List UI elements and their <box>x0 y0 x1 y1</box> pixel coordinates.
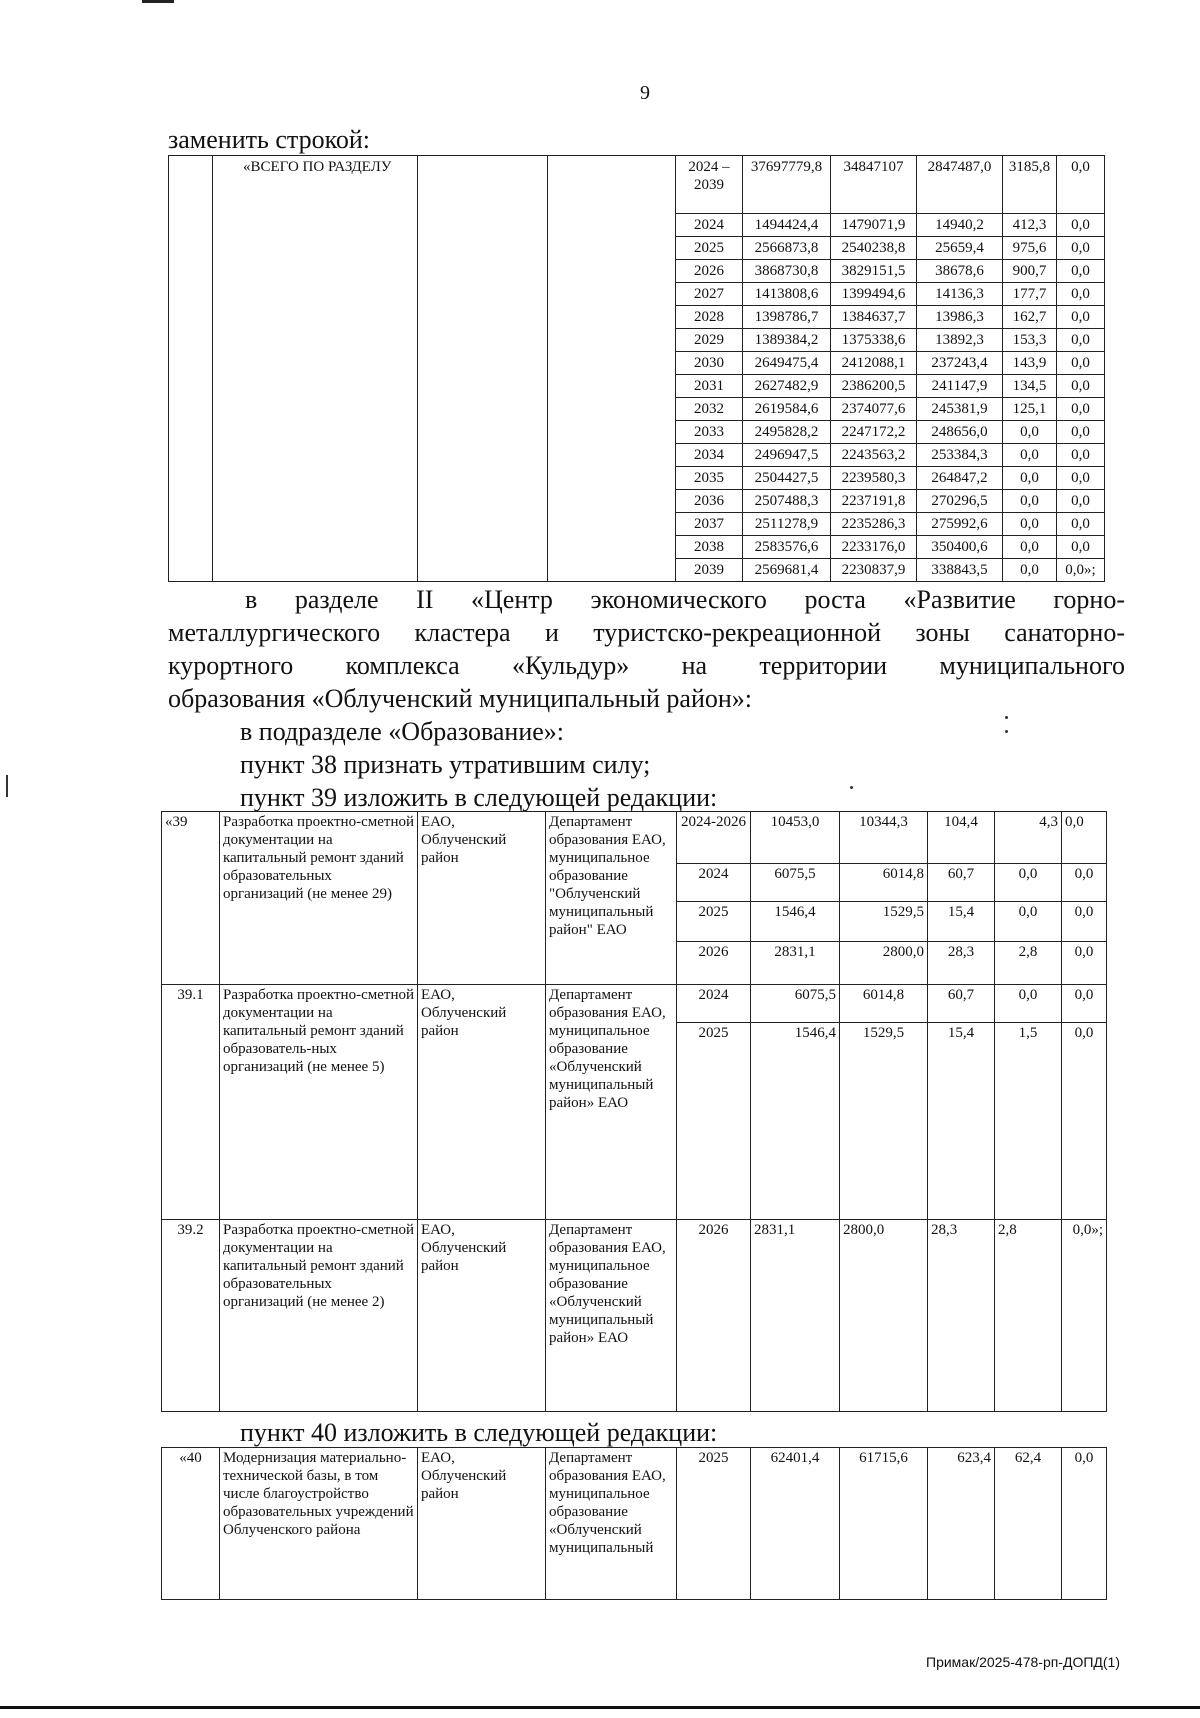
item39-value: 6075,5 <box>751 864 840 902</box>
total-value: 2374077,6 <box>831 398 917 421</box>
item39-value: 2800,0 <box>840 942 928 985</box>
item39-value: 0,0 <box>1062 902 1107 942</box>
item39-1-place: ЕАО, Облученский район <box>418 985 546 1220</box>
total-value: 270296,5 <box>917 490 1003 513</box>
item39-2-value: 28,3 <box>928 1220 995 1412</box>
total-value: 2239580,3 <box>831 467 917 490</box>
total-value: 264847,2 <box>917 467 1003 490</box>
total-value: 143,9 <box>1003 352 1057 375</box>
item40-intro-text: пункт 40 изложить в следующей редакции: <box>240 1418 718 1447</box>
total-value: 241147,9 <box>917 375 1003 398</box>
total-value: 13986,3 <box>917 306 1003 329</box>
total-place-cell <box>418 156 548 582</box>
item39-value: 0,0 <box>1062 812 1107 864</box>
total-value: 0,0 <box>1003 536 1057 559</box>
total-value: 0,0 <box>1057 421 1105 444</box>
item39-num: «39 <box>162 812 220 985</box>
total-value: 2627482,9 <box>743 375 831 398</box>
total-value: 248656,0 <box>917 421 1003 444</box>
total-value: 0,0 <box>1057 329 1105 352</box>
paragraph-line-2: металлургического кластера и туристско-рекреационной зоны санаторно- <box>168 618 1125 647</box>
total-num-cell <box>169 156 213 582</box>
item39-value: 2,8 <box>995 942 1062 985</box>
total-value: 0,0 <box>1003 421 1057 444</box>
item39-value: 4,3 <box>995 812 1062 864</box>
total-value: 3868730,8 <box>743 260 831 283</box>
total-value: 2237191,8 <box>831 490 917 513</box>
item39-1-name: Разработка проектно-сметной документации на капитальный ремонт зданий образователь-ных организаций (не менее 5) <box>220 985 418 1220</box>
total-value: 0,0 <box>1057 536 1105 559</box>
total-value: 13892,3 <box>917 329 1003 352</box>
item40-value: 62,4 <box>995 1448 1062 1600</box>
total-value: 0,0 <box>1057 467 1105 490</box>
total-period-value: 3185,8 <box>1003 156 1057 214</box>
item39-2-name: Разработка проектно-сметной документации на капитальный ремонт зданий образовательных организаций (не менее 2) <box>220 1220 418 1412</box>
item39-value: 10453,0 <box>751 812 840 864</box>
item39-value: 104,4 <box>928 812 995 864</box>
total-year: 2039 <box>676 559 743 582</box>
total-year: 2038 <box>676 536 743 559</box>
total-value: 1384637,7 <box>831 306 917 329</box>
total-period-year: 2024 – 2039 <box>676 156 743 214</box>
item40-value: 623,4 <box>928 1448 995 1600</box>
total-value: 900,7 <box>1003 260 1057 283</box>
item39-value: 1529,5 <box>840 902 928 942</box>
scan-speck <box>1005 716 1008 719</box>
total-value: 0,0»; <box>1057 559 1105 582</box>
total-value: 14136,3 <box>917 283 1003 306</box>
item39-intro-text: пункт 39 изложить в следующей редакции: <box>240 783 718 812</box>
total-value: 2235286,3 <box>831 513 917 536</box>
total-value: 0,0 <box>1003 490 1057 513</box>
item39-2-value: 0,0»; <box>1062 1220 1107 1412</box>
total-value: 2619584,6 <box>743 398 831 421</box>
paragraph-line-4: образования «Облученский муниципальный район»: <box>168 684 753 713</box>
total-year: 2037 <box>676 513 743 536</box>
item39-1-value: 60,7 <box>928 985 995 1023</box>
total-value: 0,0 <box>1003 467 1057 490</box>
item39-1-value: 0,0 <box>1062 985 1107 1023</box>
item39-2-value: 2831,1 <box>751 1220 840 1412</box>
total-value: 1413808,6 <box>743 283 831 306</box>
item39-1-executor: Департамент образования ЕАО, муниципальное образование «Облученский муниципальный район» ЕАО <box>546 985 677 1220</box>
total-value: 134,5 <box>1003 375 1057 398</box>
subsection-text: в подразделе «Образование»: <box>240 717 565 746</box>
margin-mark <box>6 775 8 797</box>
total-period-value: 2847487,0 <box>917 156 1003 214</box>
item39-year: 2025 <box>677 902 751 942</box>
total-value: 1389384,2 <box>743 329 831 352</box>
item40-table <box>161 1447 1107 1600</box>
item39-place: ЕАО, Облученский район <box>418 812 546 985</box>
item39-2-year: 2026 <box>677 1220 751 1412</box>
total-value: 0,0 <box>1057 237 1105 260</box>
total-value: 2507488,3 <box>743 490 831 513</box>
item40-place: ЕАО, Облученский район <box>418 1448 546 1600</box>
top-edge-mark <box>142 0 174 3</box>
total-value: 2566873,8 <box>743 237 831 260</box>
item39-1-value: 1529,5 <box>840 1023 928 1220</box>
item39-2-place: ЕАО, Облученский район <box>418 1220 546 1412</box>
item39-year: 2024-2026 <box>677 812 751 864</box>
total-value: 25659,4 <box>917 237 1003 260</box>
total-value: 0,0 <box>1057 283 1105 306</box>
item39-1-value: 6014,8 <box>840 985 928 1023</box>
total-value: 2649475,4 <box>743 352 831 375</box>
total-value: 0,0 <box>1057 352 1105 375</box>
item39-2-value: 2800,0 <box>840 1220 928 1412</box>
item40-executor: Департамент образования ЕАО, муниципальное образование «Облученский муниципальный <box>546 1448 677 1600</box>
item39-1-value: 15,4 <box>928 1023 995 1220</box>
total-value: 245381,9 <box>917 398 1003 421</box>
total-value: 2233176,0 <box>831 536 917 559</box>
total-value: 975,6 <box>1003 237 1057 260</box>
item39-1-num: 39.1 <box>162 985 220 1220</box>
total-value: 0,0 <box>1003 559 1057 582</box>
item39-1-value: 6075,5 <box>751 985 840 1023</box>
item39-value: 0,0 <box>1062 942 1107 985</box>
item39-executor: Департамент образования ЕАО, муниципальное образование "Облученский муниципальный район" ЕАО <box>546 812 677 985</box>
document-footer-code: Примак/2025-478-рп-ДОПД(1) <box>926 1654 1120 1670</box>
item39-1-year: 2024 <box>677 985 751 1023</box>
total-label: «ВСЕГО ПО РАЗДЕЛУ <box>213 156 418 582</box>
total-value: 0,0 <box>1057 260 1105 283</box>
total-year: 2025 <box>676 237 743 260</box>
total-value: 2569681,4 <box>743 559 831 582</box>
item39-value: 28,3 <box>928 942 995 985</box>
total-year: 2031 <box>676 375 743 398</box>
item39-value: 2831,1 <box>751 942 840 985</box>
total-year: 2035 <box>676 467 743 490</box>
item40-num: «40 <box>162 1448 220 1600</box>
total-value: 0,0 <box>1057 398 1105 421</box>
scan-speck <box>850 786 853 789</box>
item39-1-value: 0,0 <box>1062 1023 1107 1220</box>
total-year: 2030 <box>676 352 743 375</box>
total-value: 0,0 <box>1003 444 1057 467</box>
total-value: 2230837,9 <box>831 559 917 582</box>
total-value: 0,0 <box>1057 306 1105 329</box>
section-total-table <box>168 155 1105 582</box>
item39-1-value: 1546,4 <box>751 1023 840 1220</box>
total-value: 1494424,4 <box>743 214 831 237</box>
total-period-value: 34847107 <box>831 156 917 214</box>
item39-value: 10344,3 <box>840 812 928 864</box>
total-year: 2024 <box>676 214 743 237</box>
total-period-value: 37697779,8 <box>743 156 831 214</box>
page-number: 9 <box>640 82 650 104</box>
total-value: 0,0 <box>1057 375 1105 398</box>
item40-value: 61715,6 <box>840 1448 928 1600</box>
total-year: 2033 <box>676 421 743 444</box>
total-value: 1399494,6 <box>831 283 917 306</box>
total-value: 2583576,6 <box>743 536 831 559</box>
item40-value: 0,0 <box>1062 1448 1107 1600</box>
paragraph-line-3: курортного комплекса «Кульдур» на территории муниципального <box>168 651 1125 680</box>
total-value: 350400,6 <box>917 536 1003 559</box>
total-value: 162,7 <box>1003 306 1057 329</box>
total-value: 2247172,2 <box>831 421 917 444</box>
intro-text: заменить строкой: <box>168 125 371 154</box>
paragraph-line-1: в разделе II «Центр экономического роста «Развитие горно- <box>245 585 1125 614</box>
total-value: 0,0 <box>1057 490 1105 513</box>
bottom-rule <box>0 1706 1200 1709</box>
total-value: 14940,2 <box>917 214 1003 237</box>
item39-2-executor: Департамент образования ЕАО, муниципальное образование «Облученский муниципальный район» ЕАО <box>546 1220 677 1412</box>
total-value: 38678,6 <box>917 260 1003 283</box>
total-value: 2511278,9 <box>743 513 831 536</box>
item39-1-value: 0,0 <box>995 985 1062 1023</box>
total-value: 2540238,8 <box>831 237 917 260</box>
item39-value: 0,0 <box>995 864 1062 902</box>
total-value: 275992,6 <box>917 513 1003 536</box>
item39-value: 0,0 <box>995 902 1062 942</box>
total-year: 2026 <box>676 260 743 283</box>
total-value: 0,0 <box>1057 214 1105 237</box>
total-value: 1375338,6 <box>831 329 917 352</box>
item39-year: 2024 <box>677 864 751 902</box>
item39-2-value: 2,8 <box>995 1220 1062 1412</box>
total-value: 0,0 <box>1057 444 1105 467</box>
item39-value: 60,7 <box>928 864 995 902</box>
total-year: 2032 <box>676 398 743 421</box>
total-value: 2504427,5 <box>743 467 831 490</box>
total-executor-cell <box>548 156 676 582</box>
total-year: 2034 <box>676 444 743 467</box>
total-value: 2495828,2 <box>743 421 831 444</box>
item39-1-year: 2025 <box>677 1023 751 1220</box>
item39-name: Разработка проектно-сметной документации на капитальный ремонт зданий образовательных организаций (не менее 29) <box>220 812 418 985</box>
total-year: 2029 <box>676 329 743 352</box>
scan-speck <box>1005 730 1008 733</box>
total-value: 177,7 <box>1003 283 1057 306</box>
item39-1-value: 1,5 <box>995 1023 1062 1220</box>
item40-year: 2025 <box>677 1448 751 1600</box>
total-value: 253384,3 <box>917 444 1003 467</box>
item40-value: 62401,4 <box>751 1448 840 1600</box>
item39-2-num: 39.2 <box>162 1220 220 1412</box>
total-value: 237243,4 <box>917 352 1003 375</box>
total-year: 2036 <box>676 490 743 513</box>
total-value: 0,0 <box>1057 513 1105 536</box>
total-value: 338843,5 <box>917 559 1003 582</box>
total-year: 2027 <box>676 283 743 306</box>
item39-table <box>161 811 1107 1412</box>
total-period-row <box>169 156 1105 214</box>
total-value: 412,3 <box>1003 214 1057 237</box>
item39-year: 2026 <box>677 942 751 985</box>
item39-value: 0,0 <box>1062 864 1107 902</box>
item38-text: пункт 38 признать утратившим силу; <box>240 750 651 779</box>
item40-name: Модернизация материально-технической базы, в том числе благоустройство образовательных учреждений Облученского района <box>220 1448 418 1600</box>
item39-value: 1546,4 <box>751 902 840 942</box>
total-value: 2386200,5 <box>831 375 917 398</box>
total-value: 3829151,5 <box>831 260 917 283</box>
total-value: 2412088,1 <box>831 352 917 375</box>
item39-value: 6014,8 <box>840 864 928 902</box>
total-value: 2243563,2 <box>831 444 917 467</box>
total-value: 153,3 <box>1003 329 1057 352</box>
total-value: 125,1 <box>1003 398 1057 421</box>
total-period-value: 0,0 <box>1057 156 1105 214</box>
total-value: 1398786,7 <box>743 306 831 329</box>
total-value: 1479071,9 <box>831 214 917 237</box>
total-year: 2028 <box>676 306 743 329</box>
total-value: 2496947,5 <box>743 444 831 467</box>
item39-value: 15,4 <box>928 902 995 942</box>
total-value: 0,0 <box>1003 513 1057 536</box>
